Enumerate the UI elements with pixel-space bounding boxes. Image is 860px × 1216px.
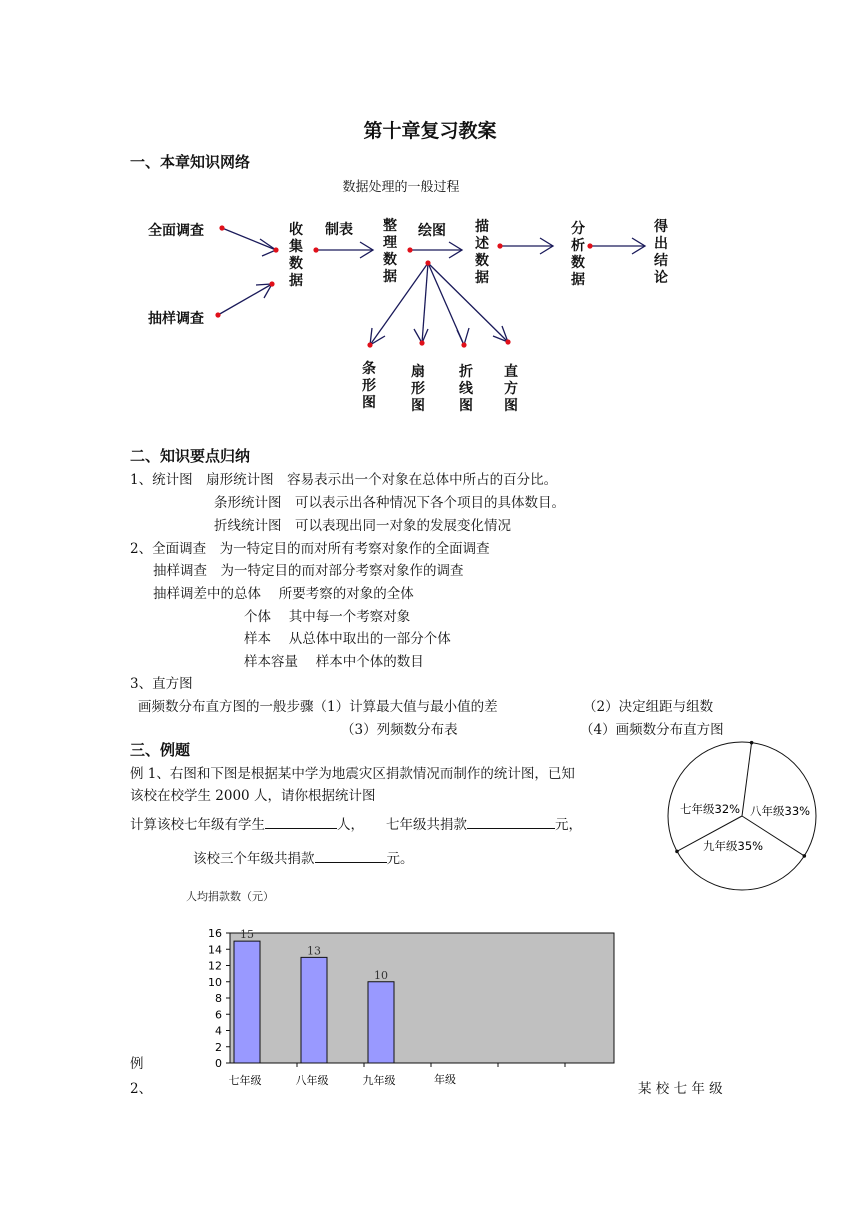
y-tick-label: 8 [215,992,222,1005]
pie-label-grade9: 九年级35% [703,839,764,853]
answer-blank-grade7-donation[interactable] [467,814,555,829]
example1-question1 [130,813,582,833]
text-line: 样本 从总体中取出的一部分个体 [244,631,451,647]
bar-data-label: 10 [374,968,388,982]
bar-data-label: 15 [240,928,254,942]
node-histogram: 直方图 [504,364,518,414]
section3-heading: 三、例题 [130,741,191,759]
diagram-title: 数据处理的一般过程 [342,180,460,195]
node-conclude: 得出结论 [654,219,668,286]
example1-question2 [193,847,414,867]
bar-chart-ylabel: 人均捐款数（元） [186,890,274,903]
node-pie-chart: 扇形图 [411,364,425,414]
node-tabulate: 制表 [325,222,353,238]
question-text: 元。 [386,851,414,867]
text-line: 抽样调查 为一特定目的而对部分考察对象作的调查 [153,563,464,579]
text-line: 3、直方图 [130,676,193,692]
x-category-label: 八年级 [295,1074,329,1087]
pie-boundary-dot [803,854,807,858]
y-tick-label: 4 [215,1024,222,1038]
arrow-dots [215,225,592,347]
bar-七年级 [234,941,260,1063]
question-text: 该校三个年级共捐款 [193,851,315,867]
example2-text: 某 校 七 年 级 [638,1081,723,1097]
y-tick-label: 0 [215,1057,222,1070]
section1-heading: 一、本章知识网络 [130,153,251,171]
section2-heading: 二、知识要点归纳 [130,447,251,465]
y-tick-label: 2 [215,1040,222,1054]
example1-text: 例 1、右图和下图是根据某中学为地震灾区捐款情况而制作的统计图，已知 [130,766,575,782]
answer-blank-students[interactable] [265,814,337,829]
bar-八年级 [301,957,327,1063]
y-tick-label: 6 [215,1008,222,1022]
bar-chart [160,910,630,1090]
text-line: 2、全面调查 为一特定目的而对所有考察对象作的全面调查 [130,541,490,557]
bar-九年级 [368,982,394,1063]
text-line: 1、统计图 扇形统计图 容易表示出一个对象在总体中所占的百分比。 [130,472,558,488]
y-tick-label: 12 [208,959,222,973]
question-text: 人， [337,817,364,833]
pie-boundary-dot [675,850,679,854]
text-line: （2）决定组距与组数 [583,699,714,715]
node-organize-data: 整理数据 [383,218,397,285]
text-line: 个体 其中每一个考察对象 [244,609,411,625]
question-text: 计算该校七年级有学生 [130,817,265,833]
flow-arrows [0,0,860,430]
node-line-chart: 折线图 [459,364,473,414]
pie-chart [664,738,824,894]
plot-area [230,933,614,1063]
node-analyze-data: 分析数据 [571,221,585,288]
question-text: 七年级共捐款 [386,817,467,833]
text-line: 画频数分布直方图的一般步骤（1）计算最大值与最小值的差 [138,699,498,715]
node-describe-data: 描述数据 [475,219,489,286]
text-line: （3）列频数分布表 [341,722,458,738]
page-title: 第十章复习教案 [363,120,497,142]
node-sample-survey: 抽样调查 [148,311,204,327]
pie-boundary-dot [750,741,754,745]
y-tick-label: 16 [208,927,222,940]
example2-label: 例 [130,1056,144,1072]
y-tick-label: 10 [208,975,222,989]
x-axis-label: 年级 [434,1073,456,1086]
text-line: 条形统计图 可以表示出各种情况下各个项目的具体数目。 [214,495,565,511]
bar-data-label: 13 [307,944,321,958]
answer-blank-total-donation[interactable] [315,848,387,863]
question-text: 元， [555,817,582,833]
node-collect-data: 收集数据 [289,222,303,289]
text-line: 折线统计图 可以表现出同一对象的发展变化情况 [214,518,511,534]
node-draw: 绘图 [418,223,446,239]
example1-text: 该校在校学生 2000 人，请你根据统计图 [130,788,376,804]
text-line: 抽样调差中的总体 所要考察的对象的全体 [153,586,414,602]
node-bar-chart: 条形图 [362,361,376,411]
y-tick-label: 14 [208,943,222,957]
text-line: 样本容量 样本中个体的数目 [244,654,424,670]
pie-label-grade7: 七年级32% [680,802,741,816]
text-line: （4）画频数分布直方图 [580,722,724,738]
x-category-label: 九年级 [362,1074,396,1087]
example2-label: 2、 [130,1081,153,1097]
node-full-survey: 全面调查 [148,223,204,239]
pie-label-grade8: 八年级33% [750,804,811,818]
x-category-label: 七年级 [228,1074,262,1087]
